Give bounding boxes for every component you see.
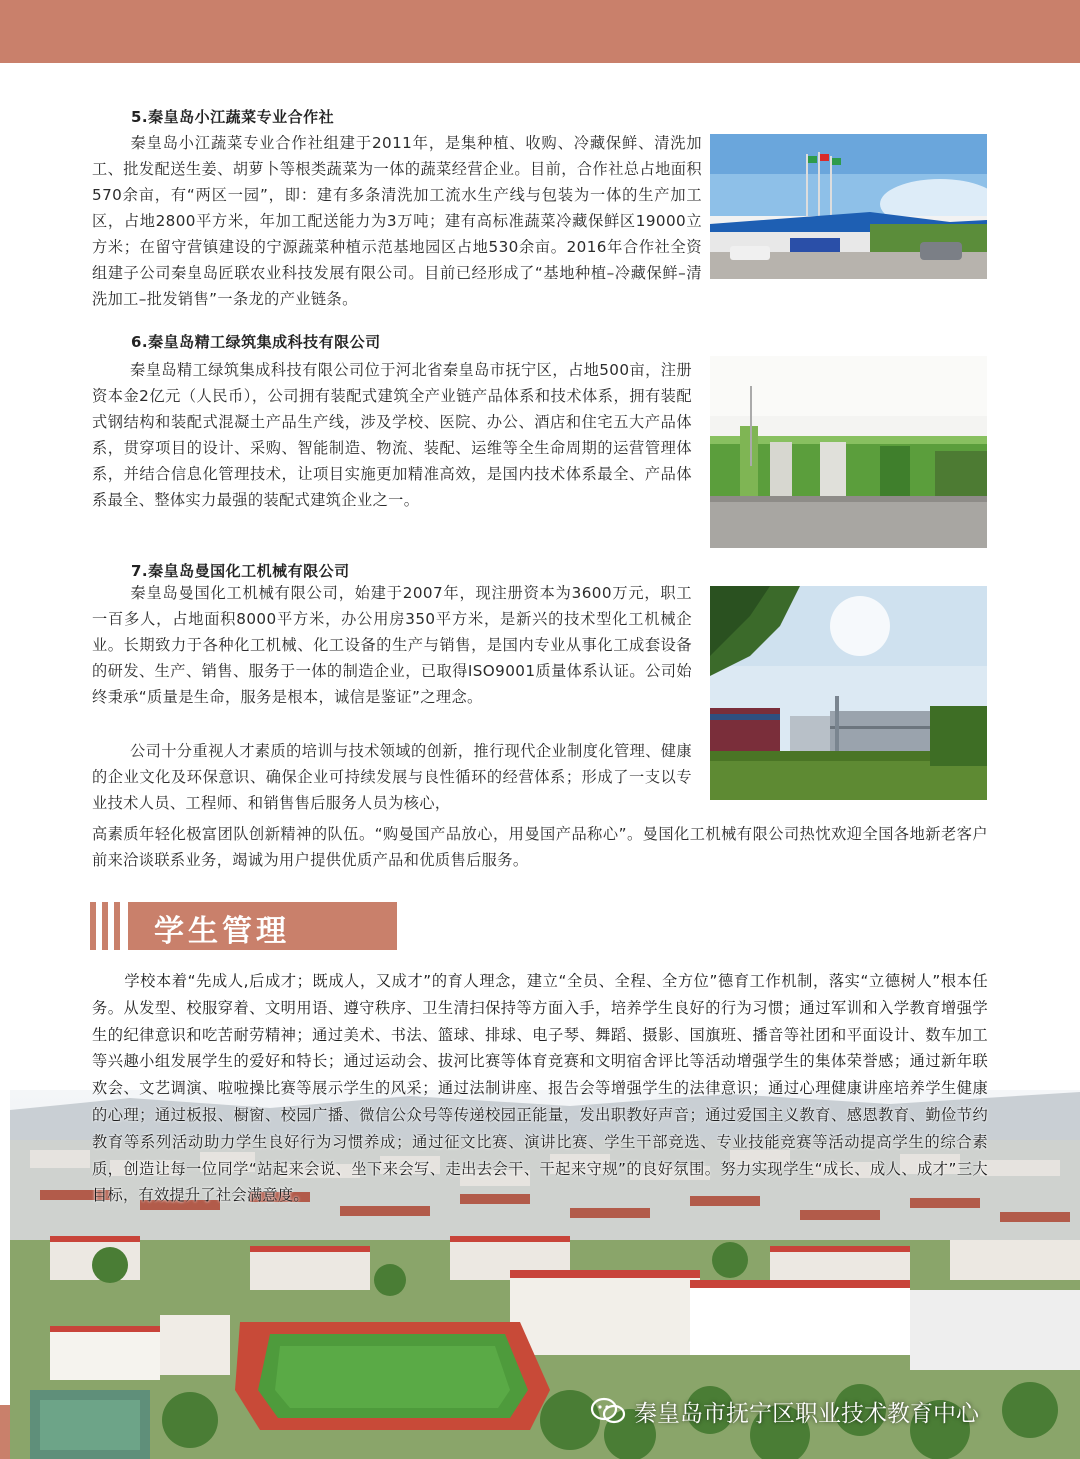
wechat-icon xyxy=(590,1397,626,1425)
section-7-text-1: 秦皇岛曼国化工机械有限公司，始建于2007年，现注册资本为3600万元，职工一百多人，占地面积8000平方米，办公用房350平方米，是新兴的技术型化工机械企业。长期致力于各种化工机械、化工设备的生产与销售，是国内专业从事化工成套设备的研发、生产、销售、服务于一体的制造企业，已取得ISO9001质量体系认证。公司始终秉承“质量是生命，服务是根本，诚信是鉴证”之理念。 xyxy=(92,584,692,706)
student-management-body: 学校本着“先成人,后成才；既成人，又成才”的育人理念，建立“全员、全程、全方位”德育工作机制，落实“立德树人”根本任务。从发型、校服穿着、文明用语、遵守秩序、卫生清扫保持等方面入手，培养学生良好的行为习惯；通过军训和入学教育增强学生的纪律意识和吃苦耐劳精神；通过美术、书法、篮球、排球、电子琴、舞蹈、摄影、国旗班、播音等社团和平面设计、数车加工等兴趣小组发展学生的爱好和特长；通过运动会、拔河比赛等体育竞赛和文明宿舍评比等活动增强学生的集体荣誉感；通过新年联欢会、文艺调演、啦啦操比赛等展示学生的风采；通过法制讲座、报告会等增强学生的法律意识；通过心理健康讲座培养学生健康的心理；通过板报、橱窗、校园广播、微信公众号等传递校园正能量，发出职教好声音；通过爱国主义教育、感恩教育、勤俭节约教育等系列活动助力学生良好行为习惯养成；通过征文比赛、演讲比赛、学生干部竞选、专业技能竞赛等活动提高学生的综合素质，创造让每一位同学“站起来会说、坐下来会写、走出去会干、干起来守规”的良好氛围。努力实现学生“成长、成人、成才”三大目标，有效提升了社会满意度。 xyxy=(92,972,988,1205)
section-7-text-b xyxy=(92,738,692,816)
header-stripe-3 xyxy=(114,902,120,950)
chemical-plant-photo xyxy=(710,586,987,800)
section-5-title: 5.秦皇岛小江蔬菜专业合作社 xyxy=(131,108,335,126)
section-5-text-a xyxy=(92,130,702,312)
section-7-title: 7.秦皇岛曼国化工机械有限公司 xyxy=(131,562,350,580)
student-management-text xyxy=(92,968,988,1209)
section-7-text-a xyxy=(92,580,692,710)
section-7-text-2: 公司十分重视人才素质的培训与技术领域的创新，推行现代企业制度化管理、健康的企业文化及环保意识、确保企业可持续发展与良性循环的经营体系；形成了一支以专业技术人员、工程师、和销售售后服务人员为核心， xyxy=(92,742,692,812)
bottom-left-edge xyxy=(0,1405,10,1459)
header-stripe-2 xyxy=(102,902,108,950)
section-6-text-a xyxy=(92,357,692,513)
section-5-text: 秦皇岛小江蔬菜专业合作社组建于2011年，是集种植、收购、冷藏保鲜、清洗加工、批发配送生姜、胡萝卜等根类蔬菜为一体的蔬菜经营企业。目前，合作社总占地面积570余亩，有“两区一园”，即：建有多条清洗加工流水生产线与包装为一体的生产加工区，占地2800平方米，年加工配送能力为3万吨；建有高标准蔬菜冷藏保鲜区19000立方米；在留守营镇建设的宁源蔬菜种植示范基地园区占地530余亩。2016年合作社全资组建子公司秦皇岛匠联农业科技发展有限公司。目前已经形成了“基地种植–冷藏保鲜–清洗加工–批发销售”一条龙的产业链条。 xyxy=(92,134,702,308)
section-6-title: 6.秦皇岛精工绿筑集成科技有限公司 xyxy=(131,333,381,351)
vegetable-coop-photo xyxy=(710,134,987,279)
watermark-text: 秦皇岛市抚宁区职业技术教育中心 xyxy=(634,1400,979,1427)
account-watermark xyxy=(590,1393,979,1429)
section-6-text: 秦皇岛精工绿筑集成科技有限公司位于河北省秦皇岛市抚宁区，占地500亩，注册资本金2亿元（人民币），公司拥有装配式建筑全产业链产品体系和技术体系，拥有装配式钢结构和装配式混凝土产品生产线，涉及学校、医院、办公、酒店和住宅五大产品体系，贯穿项目的设计、采购、智能制造、物流、装配、运维等全生命周期的运营管理体系，并结合信息化管理技术，让项目实施更加精准高效，是国内技术体系最全、产品体系最全、整体实力最强的装配式建筑企业之一。 xyxy=(92,361,692,509)
section-7-text-c: 高素质年轻化极富团队创新精神的队伍。“购曼国产品放心，用曼国产品称心”。曼国化工机械有限公司热忱欢迎全国各地新老客户前来洽谈联系业务，竭诚为用户提供优质产品和优质售后服务。 xyxy=(92,825,988,869)
top-color-band xyxy=(0,0,1080,63)
student-management-header xyxy=(90,902,397,950)
green-building-photo xyxy=(710,356,987,548)
student-management-title: 学生管理 xyxy=(154,914,290,949)
header-stripe-1 xyxy=(90,902,96,950)
